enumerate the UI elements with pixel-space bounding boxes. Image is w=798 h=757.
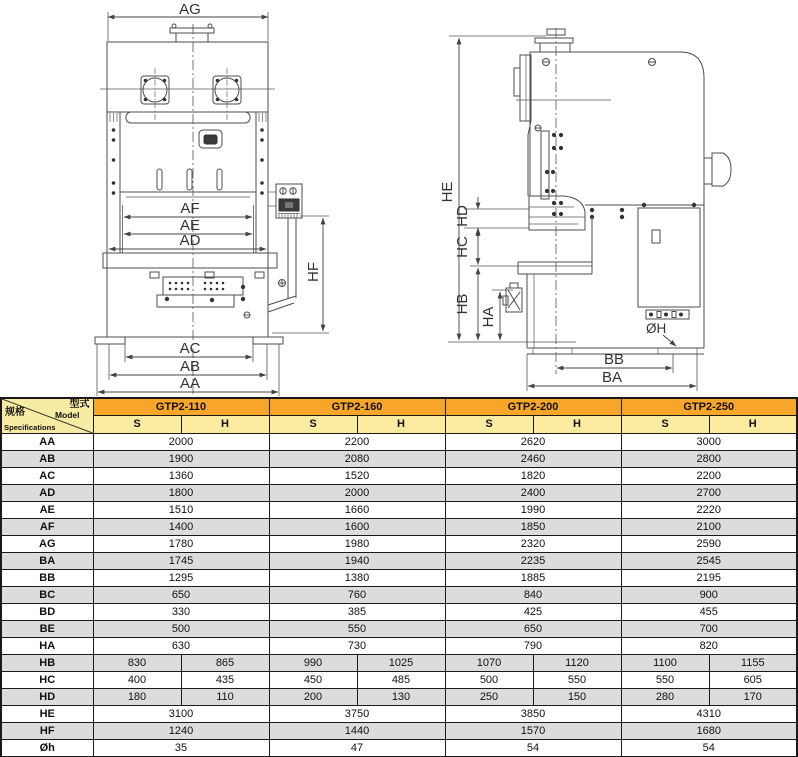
row-label: AF (1, 519, 93, 536)
spec-table-body (1, 434, 797, 757)
value-cell: 485 (357, 672, 445, 689)
value-cell: 2200 (621, 468, 797, 485)
dim-label-oh: ØH (646, 321, 667, 336)
sub-header-h: H (709, 416, 797, 434)
value-cell: 2620 (445, 434, 621, 451)
table-row (1, 638, 797, 655)
value-cell: 1745 (93, 553, 269, 570)
value-cell: 2800 (621, 451, 797, 468)
row-label: BA (1, 553, 93, 570)
value-cell: 820 (621, 638, 797, 655)
value-cell: 900 (621, 587, 797, 604)
value-cell: 1380 (269, 570, 445, 587)
value-cell: 500 (93, 621, 269, 638)
model-header: GTP2-250 (621, 398, 797, 416)
sub-header-s: S (93, 416, 181, 434)
table-row (1, 706, 797, 723)
table-row (1, 553, 797, 570)
value-cell: 1510 (93, 502, 269, 519)
value-cell: 2320 (445, 536, 621, 553)
value-cell: 1800 (93, 485, 269, 502)
dim-label-hc: HC (454, 236, 471, 258)
value-cell: 3000 (621, 434, 797, 451)
table-row (1, 621, 797, 638)
row-label: Øh (1, 740, 93, 757)
value-cell: 550 (621, 672, 709, 689)
frame-bolt-holes (112, 128, 264, 195)
value-cell: 200 (269, 689, 357, 706)
dim-label-ab: AB (179, 358, 201, 375)
value-cell: 1070 (445, 655, 533, 672)
value-cell: 180 (93, 689, 181, 706)
value-cell: 830 (93, 655, 181, 672)
value-cell: 630 (93, 638, 269, 655)
row-label: BD (1, 604, 93, 621)
row-label: AA (1, 434, 93, 451)
row-label: BE (1, 621, 93, 638)
table-row (1, 723, 797, 740)
corner-model-en: Model (54, 410, 80, 420)
corner-cell (1, 398, 93, 434)
value-cell: 1780 (93, 536, 269, 553)
table-row (1, 672, 797, 689)
motor (704, 153, 731, 186)
value-cell: 840 (445, 587, 621, 604)
value-cell: 1440 (269, 723, 445, 740)
value-cell: 2080 (269, 451, 445, 468)
value-cell: 500 (445, 672, 533, 689)
table-row (1, 604, 797, 621)
model-header: GTP2-160 (269, 398, 445, 416)
row-label: AG (1, 536, 93, 553)
value-cell: 1940 (269, 553, 445, 570)
value-cell: 110 (181, 689, 269, 706)
dim-label-ad: AD (179, 232, 201, 249)
electrical-cabinet (638, 203, 700, 319)
value-cell: 3850 (445, 706, 621, 723)
sub-header-h: H (181, 416, 269, 434)
value-cell: 2700 (621, 485, 797, 502)
value-cell: 790 (445, 638, 621, 655)
connector-pins (169, 282, 225, 291)
sub-header-s: S (621, 416, 709, 434)
value-cell: 35 (93, 740, 269, 757)
value-cell: 2000 (93, 434, 269, 451)
dim-label-hd: HD (454, 205, 471, 227)
value-cell: 730 (269, 638, 445, 655)
value-cell: 435 (181, 672, 269, 689)
value-cell: 605 (709, 672, 797, 689)
value-cell: 2235 (445, 553, 621, 570)
row-label: HE (1, 706, 93, 723)
value-cell: 1600 (269, 519, 445, 536)
value-cell: 1520 (269, 468, 445, 485)
spec-table (0, 397, 798, 757)
dim-label-ba: BA (601, 369, 623, 386)
value-cell: 1660 (269, 502, 445, 519)
row-label: BC (1, 587, 93, 604)
model-header-row (1, 398, 797, 416)
value-cell: 54 (445, 740, 621, 757)
sub-header-s: S (445, 416, 533, 434)
model-header: GTP2-110 (93, 398, 269, 416)
table-row (1, 485, 797, 502)
value-cell: 1100 (621, 655, 709, 672)
dim-label-he: HE (439, 181, 456, 203)
dim-label-ag: AG (179, 1, 201, 18)
sub-header-h: H (533, 416, 621, 434)
dim-label-ac: AC (179, 340, 201, 357)
value-cell: 1980 (269, 536, 445, 553)
row-label: HD (1, 689, 93, 706)
value-cell: 700 (621, 621, 797, 638)
value-cell: 650 (445, 621, 621, 638)
table-row (1, 689, 797, 706)
dim-label-bb: BB (603, 351, 625, 368)
value-cell: 2220 (621, 502, 797, 519)
sub-header-s: S (269, 416, 357, 434)
value-cell: 400 (93, 672, 181, 689)
value-cell: 3100 (93, 706, 269, 723)
table-row (1, 587, 797, 604)
value-cell: 330 (93, 604, 269, 621)
value-cell: 550 (533, 672, 621, 689)
value-cell: 1570 (445, 723, 621, 740)
table-row (1, 451, 797, 468)
table-row (1, 468, 797, 485)
cushion-bracket (503, 283, 522, 312)
value-cell: 4310 (621, 706, 797, 723)
value-cell: 865 (181, 655, 269, 672)
value-cell: 280 (621, 689, 709, 706)
value-cell: 2590 (621, 536, 797, 553)
dim-label-ha: HA (480, 306, 497, 328)
value-cell: 47 (269, 740, 445, 757)
value-cell: 1990 (445, 502, 621, 519)
row-label: HB (1, 655, 93, 672)
row-label: HA (1, 638, 93, 655)
value-cell: 990 (269, 655, 357, 672)
value-cell: 170 (709, 689, 797, 706)
table-row (1, 502, 797, 519)
value-cell: 425 (445, 604, 621, 621)
dim-label-aa: AA (179, 375, 201, 392)
value-cell: 1820 (445, 468, 621, 485)
value-cell: 2400 (445, 485, 621, 502)
value-cell: 1025 (357, 655, 445, 672)
value-cell: 150 (533, 689, 621, 706)
row-label: HC (1, 672, 93, 689)
row-label: AB (1, 451, 93, 468)
value-cell: 3750 (269, 706, 445, 723)
value-cell: 650 (93, 587, 269, 604)
value-cell: 2460 (445, 451, 621, 468)
value-cell: 1885 (445, 570, 621, 587)
value-cell: 1850 (445, 519, 621, 536)
gib-bolts (545, 133, 563, 216)
value-cell: 2000 (269, 485, 445, 502)
value-cell: 1680 (621, 723, 797, 740)
side-view-diagram (439, 28, 731, 391)
dim-label-af: AF (180, 200, 200, 217)
model-header: GTP2-200 (445, 398, 621, 416)
control-panel (268, 184, 302, 312)
value-cell: 1295 (93, 570, 269, 587)
value-cell: 385 (269, 604, 445, 621)
row-label: AD (1, 485, 93, 502)
table-row (1, 434, 797, 451)
corner-spec-cn: 规格 (5, 407, 25, 418)
table-row (1, 519, 797, 536)
value-cell: 760 (269, 587, 445, 604)
table-row (1, 740, 797, 757)
table-row (1, 655, 797, 672)
value-cell: 2100 (621, 519, 797, 536)
dim-label-ae: AE (179, 217, 201, 234)
row-label: BB (1, 570, 93, 587)
dim-label-hb: HB (454, 293, 471, 315)
value-cell: 2200 (269, 434, 445, 451)
value-cell: 2545 (621, 553, 797, 570)
value-cell: 1400 (93, 519, 269, 536)
row-label: AC (1, 468, 93, 485)
value-cell: 455 (621, 604, 797, 621)
corner-spec-en: Specifications (4, 423, 56, 433)
sub-header-h: H (357, 416, 445, 434)
table-row (1, 536, 797, 553)
value-cell: 250 (445, 689, 533, 706)
dim-label-hf: HF (305, 262, 322, 282)
value-cell: 1900 (93, 451, 269, 468)
table-row (1, 570, 797, 587)
corner-model-cn: 型式 (69, 399, 90, 410)
value-cell: 1360 (93, 468, 269, 485)
value-cell: 1155 (709, 655, 797, 672)
row-label: HF (1, 723, 93, 740)
value-cell: 550 (269, 621, 445, 638)
value-cell: 450 (269, 672, 357, 689)
value-cell: 1240 (93, 723, 269, 740)
value-cell: 1120 (533, 655, 621, 672)
front-view-diagram (95, 1, 329, 396)
value-cell: 2195 (621, 570, 797, 587)
sub-header-row (1, 416, 797, 434)
value-cell: 54 (621, 740, 797, 757)
row-label: AE (1, 502, 93, 519)
value-cell: 130 (357, 689, 445, 706)
